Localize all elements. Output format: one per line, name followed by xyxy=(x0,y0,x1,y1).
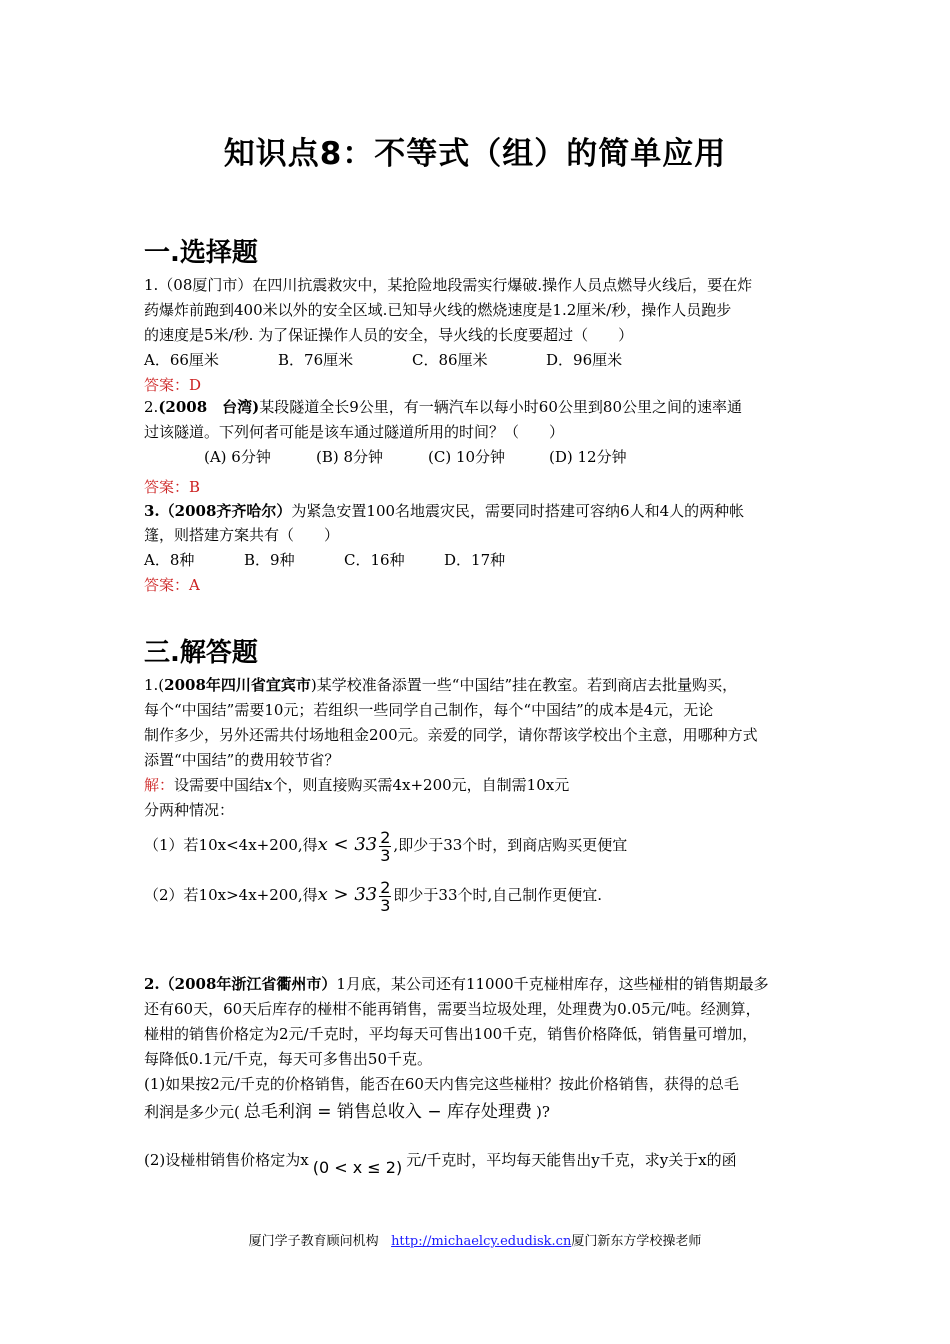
q3-option-a: A．8种 xyxy=(144,551,195,569)
q1-line1: 1.（08厦门市）在四川抗震救灾中，某抢险地段需实行爆破.操作人员点燃导火线后，要在炸 xyxy=(144,276,753,294)
q2-option-d: (D) 12分钟 xyxy=(549,448,627,466)
footer-left-text: 厦门学子教育顾问机构 xyxy=(248,1234,379,1249)
s2-profit-equation: 总毛利润 = 销售总收入 − 库存处理费 xyxy=(243,1102,532,1122)
q3-source: （2008齐齐哈尔） xyxy=(159,502,292,520)
fraction-numerator: 2 xyxy=(380,877,391,897)
page-footer xyxy=(0,1230,950,1249)
q2-options xyxy=(204,447,627,467)
s1-case1-fraction xyxy=(379,829,391,864)
s1-line4: 添置“中国结”的费用较节省？ xyxy=(144,751,340,769)
s1-case1 xyxy=(144,826,627,864)
s1-solution-line2: 分两种情况： xyxy=(144,801,235,819)
q2-line1 xyxy=(144,397,742,417)
s1-solution-text: 设需要中国结x个，则直接购买需4x+200元，自制需10x元 xyxy=(174,776,570,794)
q1-line3: 的速度是5米/秒. 为了保证操作人员的安全，导火线的长度要超过（ ） xyxy=(144,326,634,344)
s2-line3: 椪柑的销售价格定为2元/千克时，平均每天可售出100千克，销售价格降低，销售量可增加， xyxy=(144,1025,758,1043)
s1-text: )某学校准备添置一些“中国结”挂在教室。若到商店去批量购买， xyxy=(310,676,738,694)
q1-option-b: B．76厘米 xyxy=(278,351,354,369)
section-heading-choice: 一.选择题 xyxy=(144,238,258,268)
s2-part2-line1 xyxy=(144,1148,737,1177)
s2-range-expression: (0 < x ≤ 2) xyxy=(312,1158,403,1177)
q3-line1 xyxy=(144,501,744,521)
q1-options xyxy=(144,350,622,370)
q2-number: 2. xyxy=(144,398,159,416)
footer-link[interactable]: http://michaelcy.edudisk.cn xyxy=(391,1234,572,1249)
footer-right-text: 厦门新东方学校操老师 xyxy=(571,1234,702,1249)
q2-option-a: (A) 6分钟 xyxy=(204,448,271,466)
s1-line1 xyxy=(144,675,737,695)
s2-line1 xyxy=(144,974,769,994)
s1-case1-post: ,即少于33个时，到商店购买更便宜 xyxy=(393,836,628,854)
s2-part2-pre: (2)设椪柑销售价格定为x xyxy=(144,1151,309,1169)
s2-line4: 每降低0.1元/千克，每天可多售出50千克。 xyxy=(144,1050,432,1068)
q2-source: (2008 台湾) xyxy=(158,398,260,416)
s1-case2 xyxy=(144,876,602,914)
fraction-numerator: 2 xyxy=(380,827,391,847)
s1-solution-label: 解： xyxy=(144,776,175,794)
q2-line2: 过该隧道。下列何者可能是该车通过隧道所用的时间？（ ） xyxy=(144,423,565,441)
q1-option-a: A．66厘米 xyxy=(144,351,219,369)
q3-option-b: B．9种 xyxy=(244,551,295,569)
q2-option-c: (C) 10分钟 xyxy=(428,448,506,466)
fraction-denominator: 3 xyxy=(380,845,391,865)
s1-source: 2008年四川省宜宾市 xyxy=(164,676,311,694)
s2-part1-pre: 利润是多少元( xyxy=(144,1103,240,1121)
q3-number: 3. xyxy=(144,502,160,520)
q2-answer: 答案：B xyxy=(144,478,201,496)
q2-option-b: (B) 8分钟 xyxy=(316,448,384,466)
s2-source: （2008年浙江省衢州市） xyxy=(159,975,337,993)
section-heading-solve: 三.解答题 xyxy=(144,638,258,668)
q1-line2: 药爆炸前跑到400米以外的安全区域.已知导火线的燃烧速度是1.2厘米/秒，操作人员跑步 xyxy=(144,301,732,319)
q3-text: 为紧急安置100名地震灾民，需要同时搭建可容纳6人和4人的两种帐 xyxy=(291,502,745,520)
q3-answer: 答案：A xyxy=(144,576,200,594)
s1-number: 1.( xyxy=(144,676,165,694)
s1-solution-line1 xyxy=(144,775,569,795)
s1-line3: 制作多少，另外还需共付场地租金200元。亲爱的同学，请你帮该学校出个主意，用哪种方式 xyxy=(144,726,758,744)
s1-case2-pre: （2）若10x>4x+200,得 xyxy=(144,886,318,904)
q3-line2: 篷，则搭建方案共有（ ） xyxy=(144,526,340,544)
q3-option-c: C．16种 xyxy=(344,551,405,569)
s1-line2: 每个“中国结”需要10元；若组织一些同学自己制作，每个“中国结”的成本是4元，无论 xyxy=(144,701,714,719)
q3-options xyxy=(144,550,505,570)
q1-answer: 答案：D xyxy=(144,376,202,394)
s1-case1-pre: （1）若10x<4x+200,得 xyxy=(144,836,318,854)
s2-part1-line1: (1)如果按2元/千克的价格销售，能否在60天内售完这些椪柑？按此价格销售，获得的总毛 xyxy=(144,1075,739,1093)
s2-part1-post: )? xyxy=(535,1103,550,1121)
s1-case2-post: 即少于33个时,自己制作更便宜. xyxy=(393,886,603,904)
s2-text: 1月底，某公司还有11000千克椪柑库存，这些椪柑的销售期最多 xyxy=(336,975,769,993)
s2-part1-line2 xyxy=(144,1099,550,1125)
q3-option-d: D．17种 xyxy=(444,551,506,569)
fraction-denominator: 3 xyxy=(380,895,391,915)
s2-number: 2. xyxy=(144,975,160,993)
s1-case1-math: x < 33 xyxy=(317,834,378,855)
q1-option-c: C．86厘米 xyxy=(412,351,488,369)
q2-text: 某段隧道全长9公里，有一辆汽车以每小时60公里到80公里之间的速率通 xyxy=(259,398,742,416)
page-title: 知识点8：不等式（组）的简单应用 xyxy=(223,136,727,172)
s1-case2-fraction xyxy=(379,879,391,914)
s2-line2: 还有60天，60天后库存的椪柑不能再销售，需要当垃圾处理，处理费为0.05元/吨。经测算， xyxy=(144,1000,761,1018)
q1-option-d: D．96厘米 xyxy=(546,351,623,369)
s2-part2-post: 元/千克时，平均每天能售出y千克，求y关于x的函 xyxy=(406,1151,737,1169)
s1-case2-math: x > 33 xyxy=(317,884,378,905)
